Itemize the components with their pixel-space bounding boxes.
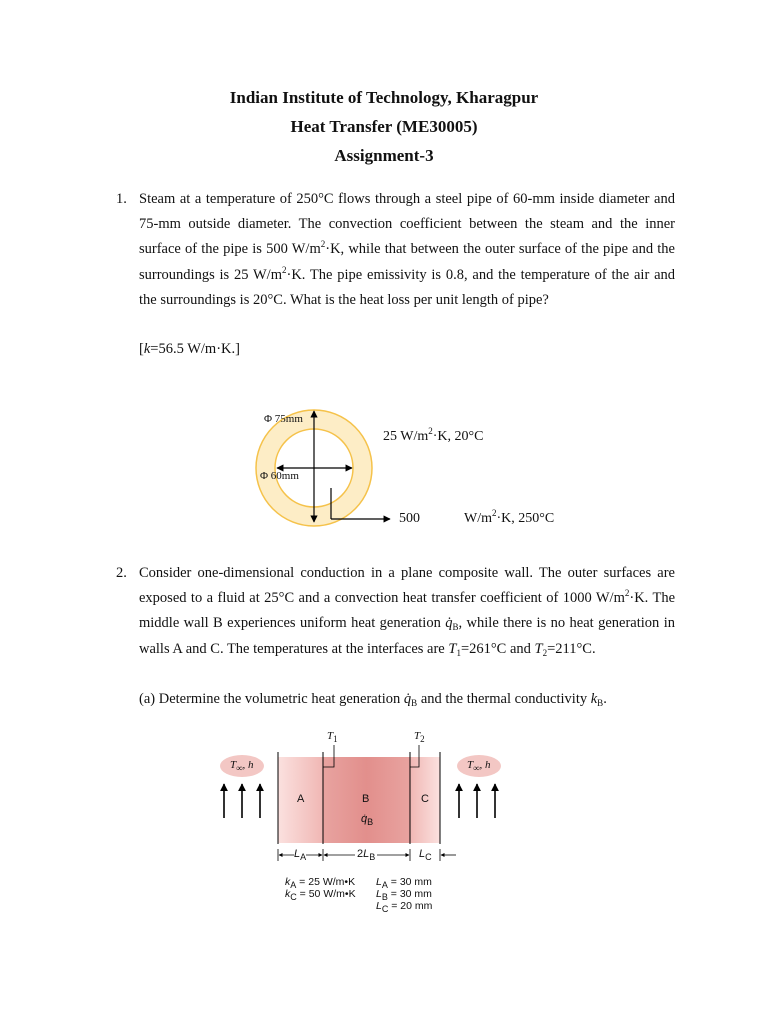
T2-label: $T_2$ <box>414 730 425 744</box>
question-2-number: 2. <box>116 565 127 581</box>
outer-diameter-label: Φ 75mm <box>264 413 303 425</box>
inner-convection-label: $W/m^2\cdot K$, 250°C <box>464 508 555 526</box>
T1-label: $T_1$ <box>327 730 338 744</box>
institute-title: Indian Institute of Technology, Kharagpur <box>229 88 539 107</box>
question-2-part-a: (a) Determine the volumetric heat generation $q̇_B$ and the thermal conductivity $k_B$. <box>139 691 607 708</box>
inner-diameter-label: Φ 60mm <box>260 470 299 482</box>
course-title: Heat Transfer (ME30005) <box>290 117 478 136</box>
assignment-title: Assignment-3 <box>334 146 434 165</box>
LB-value: $L_B = 30$ mm <box>376 888 432 902</box>
right-fluid-label: $T_\infty$, h <box>467 759 491 773</box>
question-1-conductivity: [k=56.5 W/m·K.] <box>139 341 240 357</box>
inner-h-label: 500 <box>399 511 420 526</box>
wall-C-label: C <box>421 793 429 805</box>
wall-B-label: B <box>362 793 370 805</box>
dim-LB-label: $2L_B$ <box>357 848 376 862</box>
question-1-text: Steam at a temperature of 250°C flows through a steel pipe of 60-mm inside diameter and 75-mm outside diameter. The convection coefficient between the steam and the inner surface of the pipe is 500 $W/m^2\cdot K$, while that between the outer surface of the pipe and the surroundings is 25 $W/m^2\cdot K$. The pipe emissivity is 0.8, and the temperature of the air and the surroundings is 20°C. What is the heat loss per unit length of pipe? <box>139 191 675 308</box>
kC-value: $k_C = 50$ W/m•K <box>285 888 356 902</box>
LC-value: $L_C = 20$ mm <box>376 900 433 914</box>
dim-LA-label: $L_A$ <box>294 848 307 862</box>
question-1-number: 1. <box>116 191 127 207</box>
LA-value: $L_A = 30$ mm <box>376 876 432 890</box>
left-fluid-label: $T_\infty$, h <box>230 759 254 773</box>
heat-generation-label: $q̇_B$ <box>361 813 374 827</box>
outer-convection-label: 25 $W/m^2\cdot K$, 20°C <box>383 426 484 444</box>
dim-LC-label: $L_C$ <box>419 848 432 862</box>
wall-A-label: A <box>297 793 305 805</box>
question-2-text: Consider one-dimensional conduction in a plane composite wall. The outer surfaces are exposed to a fluid at 25°C and a convection heat transfer coefficient of 1000 $W/m^2\cdot K$. The middle wall B experiences uniform heat generation $q̇_B$, while there is no heat generation in walls A and C. The temperatures at the interfaces are $T_1=261^\circ C$ and $T_2=211^\circ C$. <box>139 565 675 658</box>
kA-value: $k_A = 25$ W/m•K <box>285 876 356 890</box>
